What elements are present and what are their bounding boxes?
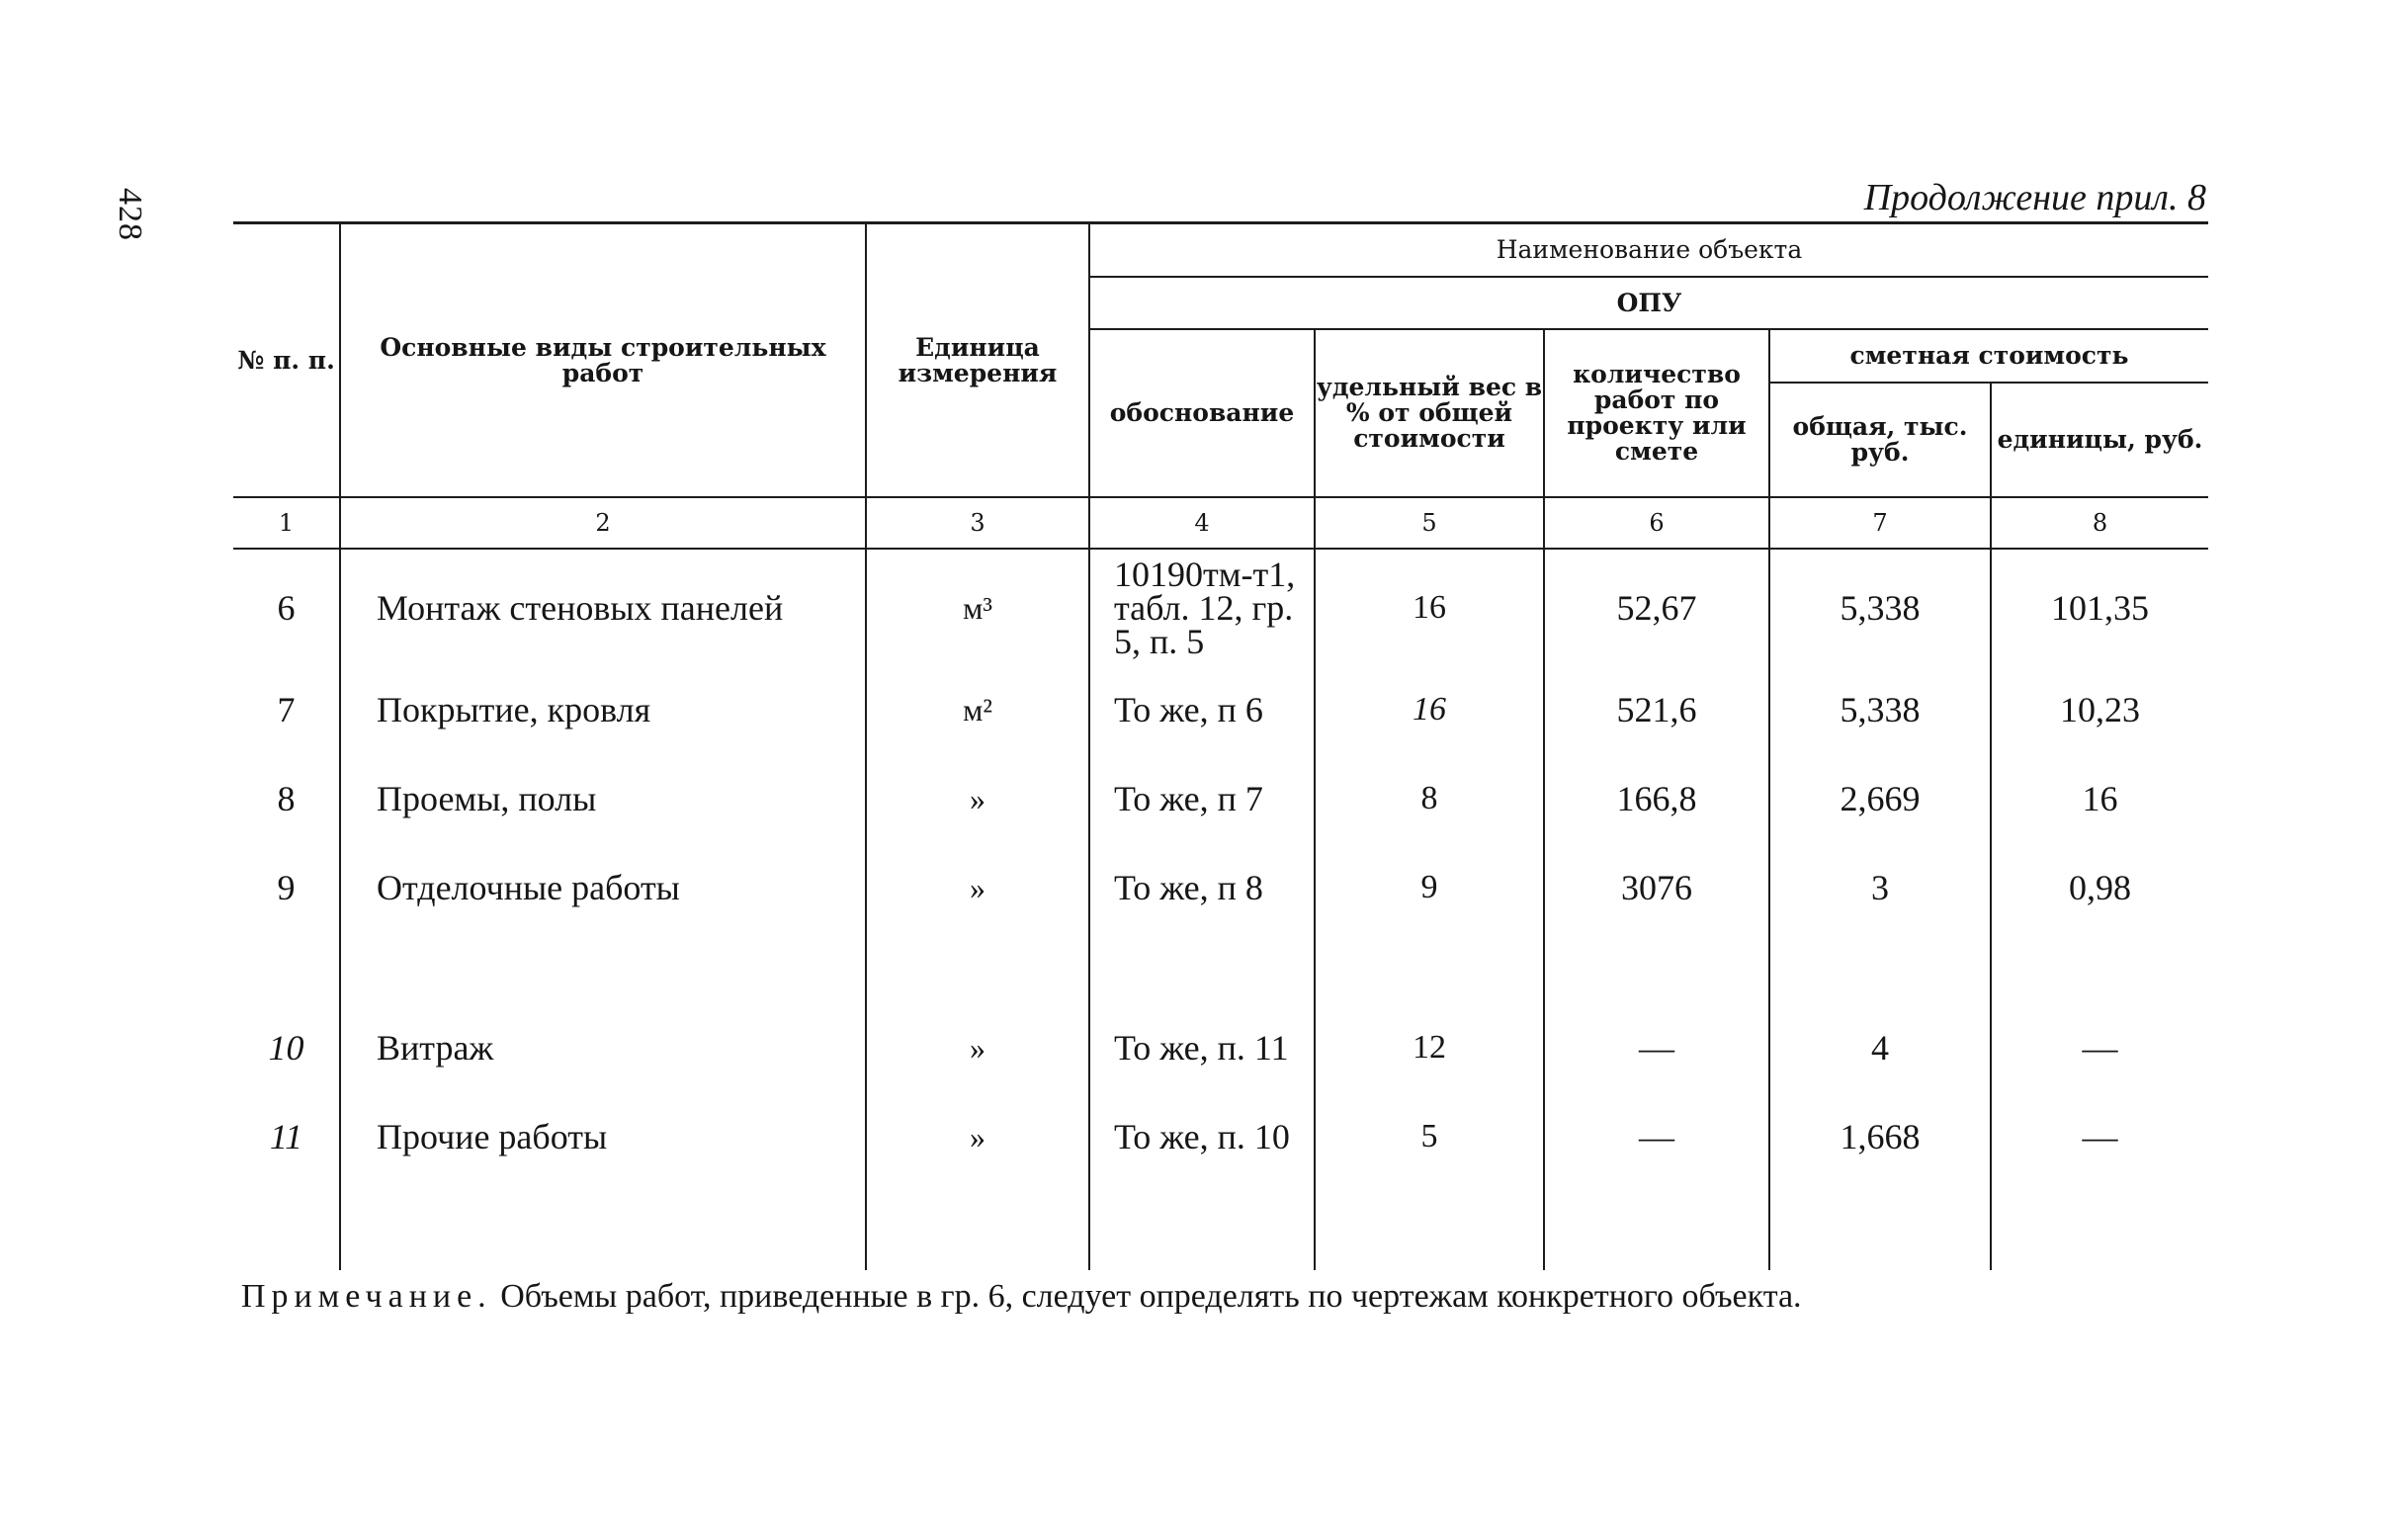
header-justification: обоснование xyxy=(1089,329,1315,497)
cell-unit-price: 0,98 xyxy=(2069,868,2131,907)
header-unit-cost: единицы, руб. xyxy=(1997,425,2203,454)
table-row xyxy=(233,665,2208,754)
header-estimated-cost: сметная стоимость xyxy=(1769,329,2208,383)
cell-share: 16 xyxy=(1315,665,1544,754)
header-unit: Единица измерения xyxy=(866,224,1089,497)
header-row-number: № п. п. xyxy=(233,224,340,497)
cell-unit: » xyxy=(866,843,1089,932)
works-table xyxy=(233,224,2208,1270)
header-share: удельный вес в % от общей стоимости xyxy=(1315,329,1544,497)
table-row xyxy=(233,549,2208,665)
cell-unit: м² xyxy=(866,665,1089,754)
cell-no: 6 xyxy=(233,549,340,665)
table-row xyxy=(233,1092,2208,1181)
cell-work: Покрытие, кровля xyxy=(340,665,866,754)
cell-no: 8 xyxy=(233,754,340,843)
column-number: 8 xyxy=(1991,497,2208,549)
cell-share: 16 xyxy=(1315,549,1544,665)
cell-share: 8 xyxy=(1315,754,1544,843)
table-spacer-row xyxy=(233,1181,2208,1270)
table-row xyxy=(233,843,2208,932)
header-object: ОПУ xyxy=(1089,277,2208,329)
table-spacer-row xyxy=(233,932,2208,1003)
cell-work: Отделочные работы xyxy=(340,843,866,932)
cell-unit-price: 101,35 xyxy=(2051,587,2149,628)
cell-no: 11 xyxy=(233,1092,340,1181)
cell-justification: 10190тм-т1, табл. 12, гр. 5, п. 5 xyxy=(1089,549,1315,665)
cell-total: 1,668 xyxy=(1769,1092,1991,1181)
continuation-label: Продолжение прил. 8 xyxy=(1863,177,2206,218)
cell-share: 5 xyxy=(1315,1092,1544,1181)
cell-unit-price: 16 xyxy=(2082,779,2118,818)
table-row xyxy=(233,754,2208,843)
cell-justification: То же, п 6 xyxy=(1089,665,1315,754)
cell-share: 9 xyxy=(1315,843,1544,932)
cell-unit-price: 10,23 xyxy=(2060,690,2140,729)
cell-no: 10 xyxy=(233,1003,340,1092)
cell-justification: То же, п. 11 xyxy=(1089,1003,1315,1092)
table-row xyxy=(233,1003,2208,1092)
cell-quantity: 521,6 xyxy=(1544,665,1769,754)
note-text: Объемы работ, приведенные в гр. 6, следует определять по чертежам конкретного объекта. xyxy=(500,1278,1802,1315)
cell-quantity: 3076 xyxy=(1544,843,1769,932)
note-label: Примечание. xyxy=(241,1278,492,1315)
header-object-name: Наименование объекта xyxy=(1089,224,2208,277)
table-note xyxy=(241,1277,2208,1317)
cell-total: 5,338 xyxy=(1769,665,1991,754)
header-total-cost: общая, тыс. руб. xyxy=(1769,383,1991,497)
cell-unit: » xyxy=(866,1003,1089,1092)
column-number: 7 xyxy=(1769,497,1991,549)
cell-unit-price: — xyxy=(2082,1028,2118,1068)
cell-total: 2,669 xyxy=(1769,754,1991,843)
cell-work: Проемы, полы xyxy=(340,754,866,843)
cell-no: 7 xyxy=(233,665,340,754)
column-number: 2 xyxy=(340,497,866,549)
cell-unit-price: — xyxy=(2082,1117,2118,1156)
cell-justification: То же, п. 10 xyxy=(1089,1092,1315,1181)
column-number: 3 xyxy=(866,497,1089,549)
column-number: 1 xyxy=(233,497,340,549)
column-number: 5 xyxy=(1315,497,1544,549)
column-number: 4 xyxy=(1089,497,1315,549)
cell-unit: » xyxy=(866,754,1089,843)
cell-justification: То же, п 7 xyxy=(1089,754,1315,843)
cell-total: 5,338 xyxy=(1769,549,1991,665)
cell-work: Монтаж стеновых панелей xyxy=(340,549,866,665)
cell-quantity: 166,8 xyxy=(1544,754,1769,843)
cell-unit: м³ xyxy=(866,549,1089,665)
header-quantity: количество работ по проекту или смете xyxy=(1544,329,1769,497)
cell-total: 4 xyxy=(1769,1003,1991,1092)
cell-quantity: 52,67 xyxy=(1544,549,1769,665)
column-number: 6 xyxy=(1544,497,1769,549)
page-number: 428 xyxy=(112,188,148,241)
cell-quantity: — xyxy=(1544,1003,1769,1092)
cell-work: Витраж xyxy=(340,1003,866,1092)
cell-unit: » xyxy=(866,1092,1089,1181)
cell-justification: То же, п 8 xyxy=(1089,843,1315,932)
cell-no: 9 xyxy=(233,843,340,932)
header-work-types: Основные виды строительных работ xyxy=(340,224,866,497)
cell-share: 12 xyxy=(1315,1003,1544,1092)
cell-total: 3 xyxy=(1769,843,1991,932)
cell-work: Прочие работы xyxy=(340,1092,866,1181)
cell-quantity: — xyxy=(1544,1092,1769,1181)
